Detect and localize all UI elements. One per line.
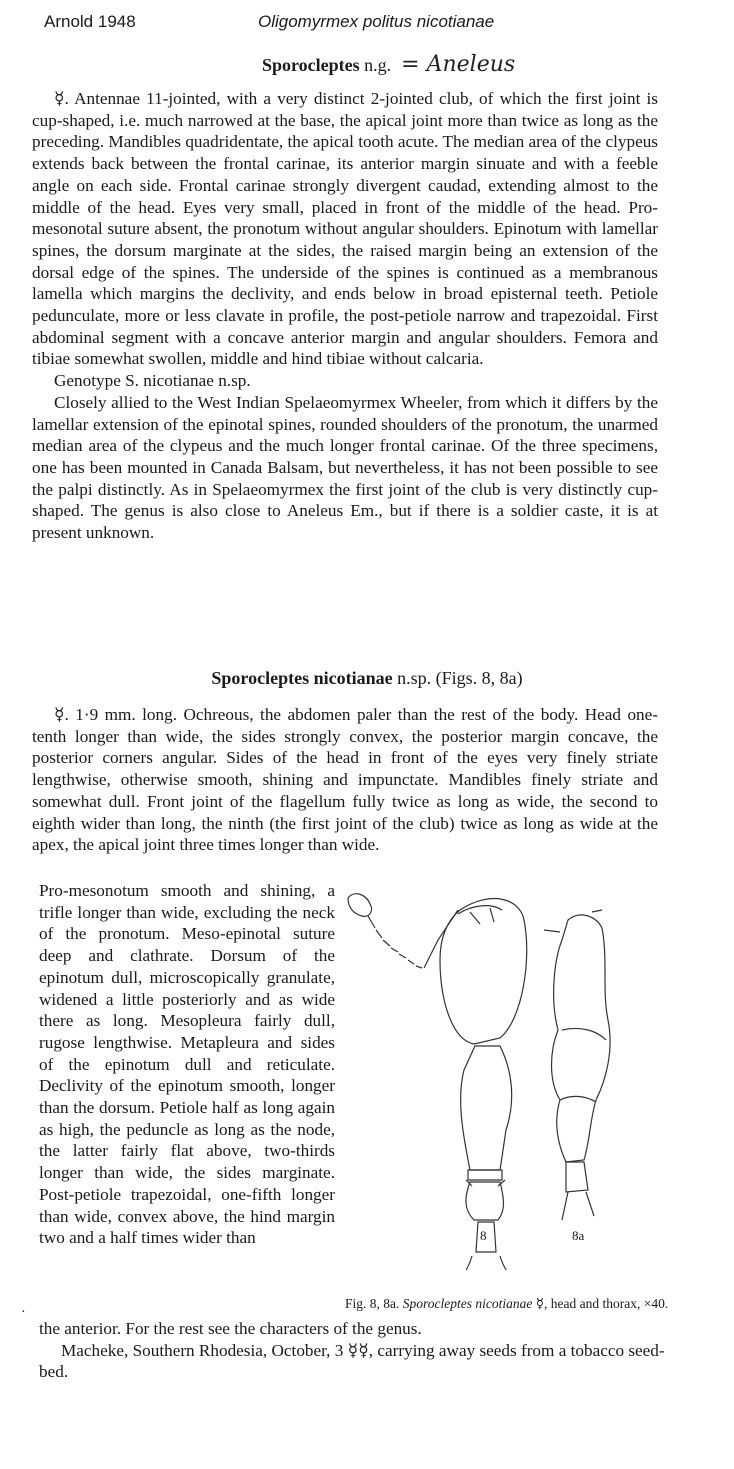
species-description [32, 704, 658, 856]
locality-paragraph: Macheke, Southern Rhodesia, October, 3 ☿☿, carrying away seeds from a tobacco seed-bed. [39, 1340, 665, 1382]
genus-heading [262, 52, 515, 77]
genotype-paragraph: Genotype S. nicotianae n.sp. [54, 371, 251, 391]
profile-view-drawing [544, 910, 610, 1220]
species-name: Sporocleptes nicotianae [211, 668, 393, 688]
species-suffix: n.sp. (Figs. 8, 8a) [392, 668, 523, 688]
genus-description [32, 88, 658, 544]
caption-suffix: ☿, head and thorax, ×40. [532, 1296, 669, 1311]
species-heading [0, 668, 734, 689]
genus-diagnosis-paragraph: ☿. Antennae 11-jointed, with a very distinct 2-jointed club, of which the first joint is cup-shaped, i.e. much narrowed at the base, the apical joint more than twice as long as the preceding. Mandibles quadridentate, the apical tooth acute. The median area of the clypeus extends back between the frontal carinae, its anterior margin sinuate and with a feeble angle on each side. Frontal carinae strongly divergent caudad, extending almost to the middle of the head. Eyes very small, placed in front of the middle of the head. Pro-mesonotal suture absent, the pronotum without angular shoulders. Epinotum with lamellar spines, the dorsum marginate at the sides, the raised margin being an extension of the dorsal edge of the spines. The underside of the spines is continued as a membranous lamella which margins the declivity, and ends below in broad episternal teeth. Petiole pedunculate, more or less clavate in profile, the post-petiole narrow and trapezoidal. First abdominal segment with a concave anterior margin and angular shoulders. Femora and tibiae somewhat swollen, middle and hind tibiae without calcaria. [32, 89, 658, 369]
species-description-tail: the anterior. For the rest see the characters of the genus. [39, 1319, 422, 1338]
genus-comparison-paragraph: Closely allied to the West Indian Spelaeomyrmex Wheeler, from which it differs by the lamellar extension of the epinotal spines, rounded shoulders of the pronotum, the unarmed median area of the clypeus and the much longer frontal carinae. Of the three specimens, one has been mounted in Canada Balsam, but nevertheless, it has not been possible to see the palpi distinctly. As in Spelaeomyrmex the first joint of the club is very distinctly cup-shaped. The genus is also close to Aneleus Em., but if there is a soldier caste, it is at present unknown. [32, 392, 658, 543]
figure-caption [345, 1296, 675, 1311]
ant-drawing-svg [340, 880, 660, 1270]
caption-prefix: Fig. 8, 8a. [345, 1296, 403, 1311]
header-author-year: Arnold 1948 [44, 12, 136, 31]
figure-label-8: 8 [480, 1228, 487, 1243]
genus-name: Sporocleptes [262, 55, 360, 75]
closing-text [39, 1318, 669, 1383]
species-description-narrow: Pro-mesonotum smooth and shining, a trifle longer than wide, excluding the neck of the pronotum. Meso-epinotal suture deep and clathrate. Dorsum of the epinotum dull, microscopically granulate, widened a little posteriorly and as wide there as long. Mesopleura fairly dull, rugose lengthwise. Metapleura and sides of the epinotum dull and reticulate. Declivity of the epinotum smooth, longer than the dorsum. Petiole half as long again as high, the peduncle as long as the node, the latter fairly flat above, two-thirds longer than wide, the sides marginate. Post-petiole trapezoidal, one-fifth longer than wide, convex above, the hind margin two and a half times wider than [39, 881, 335, 1248]
species-description-column [39, 880, 335, 1249]
figure-8-drawings [340, 880, 660, 1270]
caption-species: Sporocleptes nicotianae [402, 1296, 533, 1311]
species-description-paragraph: ☿. 1·9 mm. long. Ochreous, the abdomen paler than the rest of the body. Head one-tenth longer than wide, the sides strongly convex, the posterior margin concave, the posterior corners angular. Sides of the head in front of the eyes very finely striate lengthwise, otherwise smooth, shining and impunctate. Mandibles finely striate and somewhat dull. Front joint of the flagellum fully twice as long as wide, the second to eighth wider than long, the ninth (the first joint of the club) twice as long as wide at the apex, the apical joint three times longer than wide. [32, 705, 658, 855]
handwritten-note: = Aneleus [401, 52, 516, 77]
dorsal-view-drawing [348, 894, 527, 1270]
margin-dot: · [21, 1305, 26, 1320]
figure-label-8a: 8a [572, 1228, 585, 1243]
header-taxon: Oligomyrmex politus nicotianae [258, 12, 495, 31]
genus-suffix: n.g. [359, 55, 392, 75]
